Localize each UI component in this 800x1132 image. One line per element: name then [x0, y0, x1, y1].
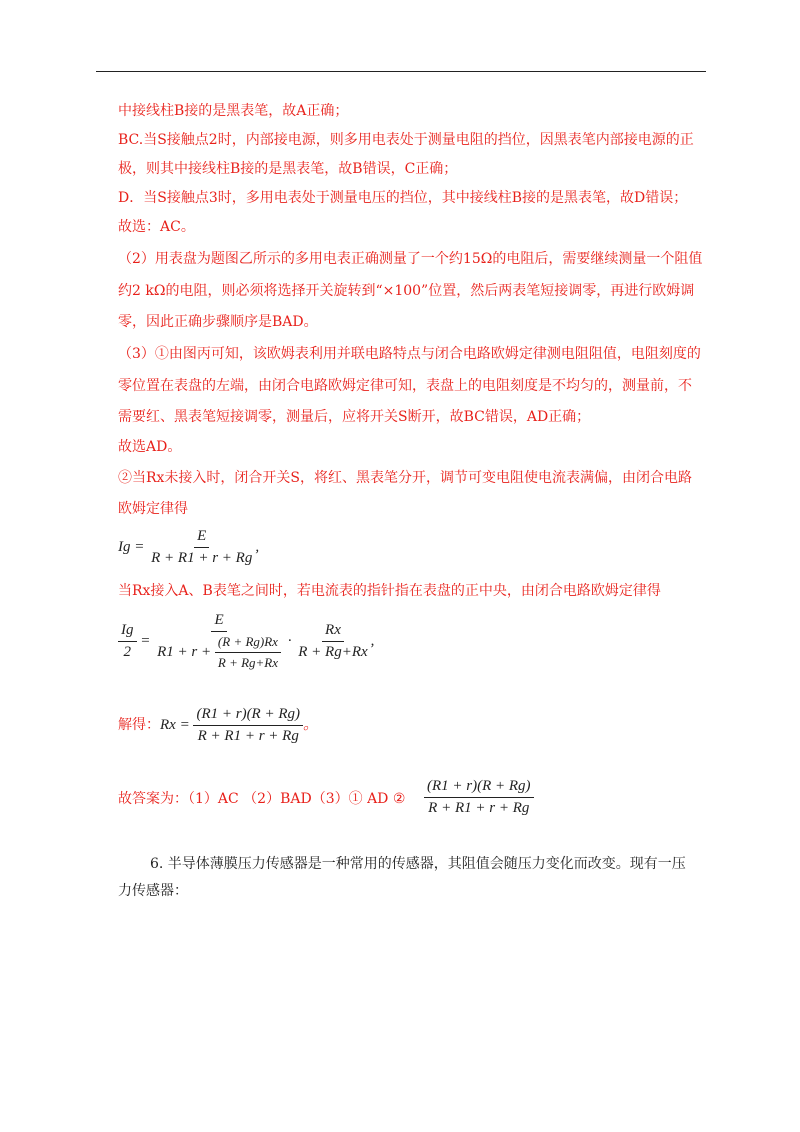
text-line-10: 零位置在表盘的左端，由闭合电路欧姆定律可知，表盘上的电阻刻度是不均匀的，测量前，不 — [118, 378, 692, 394]
text-line-4: D．当S接触点3时，多用电表处于测量电压的挡位，其中接线柱B接的是黑表笔，故D错误； — [118, 190, 688, 206]
solve-label: 解得： — [118, 717, 160, 733]
text-line-6: （2）用表盘为题图乙所示的多用电表正确测量了一个约15Ω的电阻后，需要继续测量一个阻值 — [118, 251, 703, 267]
answer-label: 故答案为：（1）AC （2）BAD（3）① AD ② — [118, 791, 406, 807]
text-line-9: （3）①由图丙可知，该欧姆表利用并联电路特点与闭合电路欧姆定律测电阻阻值，电阻刻度的 — [118, 346, 701, 362]
formula-rx-solution: Rx = $\frac{(R1 + r)(R + Rg)}{R + R1 + r + Rg}$ 。 — [160, 706, 319, 744]
text-line-13: ②当Rx未接入时，闭合开关S，将红、黑表笔分开，调节可变电阻使电流表满偏，由闭合电路 — [118, 470, 693, 486]
formula-answer: $\frac{(R1 + r)(R + Rg)}{R + R1 + r + Rg}$ — [424, 778, 534, 817]
text-line-14: 欧姆定律得 — [118, 501, 188, 517]
text-line-11: 需要红、黑表笔短接调零，测量后，应将开关S断开，故BC错误，AD正确； — [118, 409, 591, 425]
text-line-3: 极，则其中接线柱B接的是黑表笔，故B错误，C正确； — [118, 161, 458, 177]
question-6-line-1: 6. 半导体薄膜压力传感器是一种常用的传感器，其阻值会随压力变化而改变。现有一压 — [150, 856, 686, 872]
header-rule — [96, 71, 706, 72]
text-line-7: 约2 kΩ的电阻，则必须将选择开关旋转到“×100”位置，然后两表笔短接调零，再进行欧姆调 — [118, 283, 695, 299]
text-line-5: 故选：AC。 — [118, 219, 195, 235]
formula-half-deflection: $\frac{Ig}{2}$ = E R1 + r + $\frac{(R + Rg)Rx}{R + Rg+Rx}$ · $\frac{Rx}{R + Rg+Rx}$ , — [118, 612, 374, 671]
text-line-2: BC.当S接触点2时，内部接电源，则多用电表处于测量电阻的挡位，因黑表笔内部接电源的正 — [118, 132, 694, 148]
question-6-line-2: 力传感器： — [118, 883, 188, 899]
text-line-1: 中接线柱B接的是黑表笔，故A正确； — [118, 103, 349, 119]
formula-current-full-scale: Ig = $\frac{E}{R + R1 + r + Rg}$ , — [118, 528, 260, 566]
text-line-15: 当Rx接入A、B表笔之间时，若电流表的指针指在表盘的正中央，由闭合电路欧姆定律得 — [118, 583, 661, 599]
text-line-12: 故选AD。 — [118, 439, 182, 455]
text-line-8: 零，因此正确步骤顺序是BAD。 — [118, 314, 318, 330]
